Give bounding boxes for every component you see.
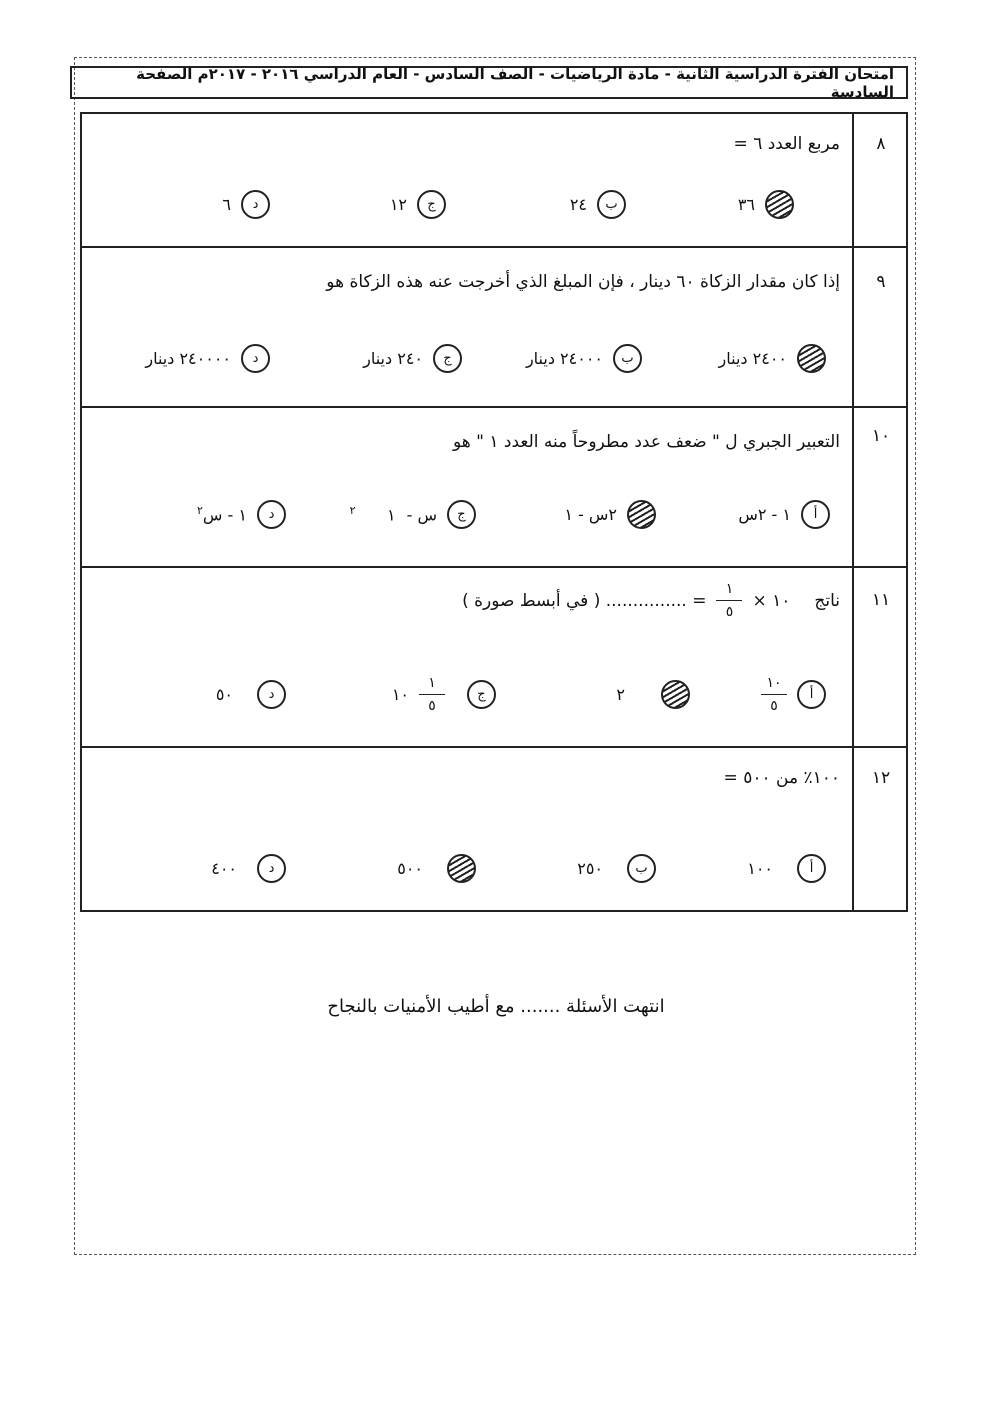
option-fraction xyxy=(761,676,787,713)
question-row-11 xyxy=(82,568,906,748)
fraction-numerator: ١ xyxy=(428,675,436,691)
option-fraction xyxy=(419,676,445,713)
stem-mid: ١٠ × xyxy=(752,590,791,611)
closing-note xyxy=(0,996,992,1017)
option-letter: د xyxy=(241,344,270,373)
question-stem: إذا كان مقدار الزكاة ٦٠ دينار ، فإن المبلغ الذي أخرجت عنه هذه الزكاة هو xyxy=(326,272,840,292)
question-stem: التعبير الجبري ل " ضعف عدد مطروحاً منه العدد ١ " هو xyxy=(452,432,840,452)
option-text: ٢س - ١ xyxy=(564,505,617,524)
option-text: ٢٤٠٠ دينار xyxy=(718,349,787,368)
option-text: ٢٤٠ دينار xyxy=(363,349,423,368)
option-b[interactable] xyxy=(577,854,656,883)
option-a[interactable] xyxy=(719,344,826,373)
header-title: امتحان الفترة الدراسية الثانية - مادة الرياضيات - الصف السادس - العام الدراسي ٢٠١٦ - ٢٠١٧م الصفحة السادسة xyxy=(136,64,894,101)
option-text: ٢٤ xyxy=(569,195,587,214)
option-b[interactable] xyxy=(564,500,656,529)
fraction-bar xyxy=(716,600,742,601)
questions-table xyxy=(80,112,908,912)
option-letter: ب xyxy=(597,190,626,219)
fraction-denominator: ٥ xyxy=(770,698,778,714)
option-base-text: س - ١ xyxy=(387,505,437,525)
question-row-9 xyxy=(82,248,906,408)
fraction-denominator: ٥ xyxy=(725,604,734,620)
option-d[interactable] xyxy=(222,190,270,219)
option-b[interactable] xyxy=(616,680,690,709)
option-text: ٢٥٠ xyxy=(577,859,603,878)
option-text: ٦ xyxy=(222,195,231,214)
option-c[interactable] xyxy=(392,676,496,713)
question-row-8 xyxy=(82,114,906,248)
fraction-bar xyxy=(761,694,787,695)
question-number: ٩ xyxy=(876,272,886,292)
option-letter: أ xyxy=(797,680,826,709)
option-b[interactable] xyxy=(570,190,626,219)
option-letter: ب xyxy=(613,344,642,373)
option-base-text: ١ - س xyxy=(202,505,247,525)
stem-suffix: = ............... ( في أبسط صورة ) xyxy=(462,590,707,611)
question-row-10 xyxy=(82,408,906,568)
option-letter: ج xyxy=(417,190,446,219)
option-d[interactable] xyxy=(197,500,286,529)
option-d[interactable] xyxy=(216,680,286,709)
option-text: ٢٤٠٠٠ دينار xyxy=(525,349,603,368)
question-stem: ١٠٠٪ من ٥٠٠ = xyxy=(723,768,840,788)
option-c[interactable] xyxy=(349,500,476,529)
selected-option-marker xyxy=(627,500,656,529)
option-text: ٤٠٠ xyxy=(211,859,237,878)
option-text: ٥٠٠ xyxy=(397,859,423,878)
option-a[interactable] xyxy=(738,500,830,529)
question-row-12 xyxy=(82,748,906,910)
exponent: ٢ xyxy=(349,504,356,518)
option-a[interactable] xyxy=(738,190,794,219)
option-d[interactable] xyxy=(211,854,286,883)
option-text: ٢ xyxy=(616,685,625,704)
option-letter: د xyxy=(257,854,286,883)
question-stem xyxy=(462,582,840,619)
fraction-bar xyxy=(419,694,445,695)
option-text: ١ - ٢س xyxy=(738,505,791,524)
option-c[interactable] xyxy=(363,344,462,373)
option-d[interactable] xyxy=(145,344,270,373)
option-letter: أ xyxy=(797,854,826,883)
option-c[interactable] xyxy=(390,190,446,219)
question-number: ١٠ xyxy=(871,426,891,446)
option-letter: أ xyxy=(801,500,830,529)
option-text: ٣٦ xyxy=(737,195,755,214)
option-whole-number: ١٠ xyxy=(391,685,409,704)
fraction-denominator: ٥ xyxy=(428,698,436,714)
question-number: ١٢ xyxy=(871,768,891,788)
option-text xyxy=(197,504,247,524)
option-letter: ج xyxy=(467,680,496,709)
option-letter: د xyxy=(257,500,286,529)
closing-text: انتهت الأسئلة ....... مع أطيب الأمنيات بالنجاح xyxy=(327,996,665,1017)
option-letter: ب xyxy=(627,854,656,883)
option-text: ١٢ xyxy=(389,195,407,214)
option-letter: ج xyxy=(447,500,476,529)
option-text: ٢٤٠٠٠٠ دينار xyxy=(145,349,231,368)
selected-option-marker xyxy=(661,680,690,709)
option-text: ١٠٠ xyxy=(747,859,773,878)
option-letter: د xyxy=(241,190,270,219)
option-text xyxy=(349,504,437,525)
option-b[interactable] xyxy=(526,344,642,373)
option-c[interactable] xyxy=(397,854,476,883)
question-stem: مربع العدد ٦ = xyxy=(733,134,840,154)
option-letter: ج xyxy=(433,344,462,373)
stem-fraction xyxy=(716,582,742,619)
option-a[interactable] xyxy=(761,676,826,713)
option-letter: د xyxy=(257,680,286,709)
selected-option-marker xyxy=(447,854,476,883)
option-text: ٥٠ xyxy=(215,685,233,704)
question-number: ١١ xyxy=(871,590,891,610)
selected-option-marker xyxy=(765,190,794,219)
question-number: ٨ xyxy=(876,134,886,154)
stem-prefix: ناتج xyxy=(814,590,840,611)
selected-option-marker xyxy=(797,344,826,373)
fraction-numerator: ١٠ xyxy=(766,675,782,691)
fraction-numerator: ١ xyxy=(725,581,734,597)
exponent: ٢ xyxy=(197,504,203,518)
exam-header xyxy=(70,66,908,99)
option-a[interactable] xyxy=(747,854,826,883)
